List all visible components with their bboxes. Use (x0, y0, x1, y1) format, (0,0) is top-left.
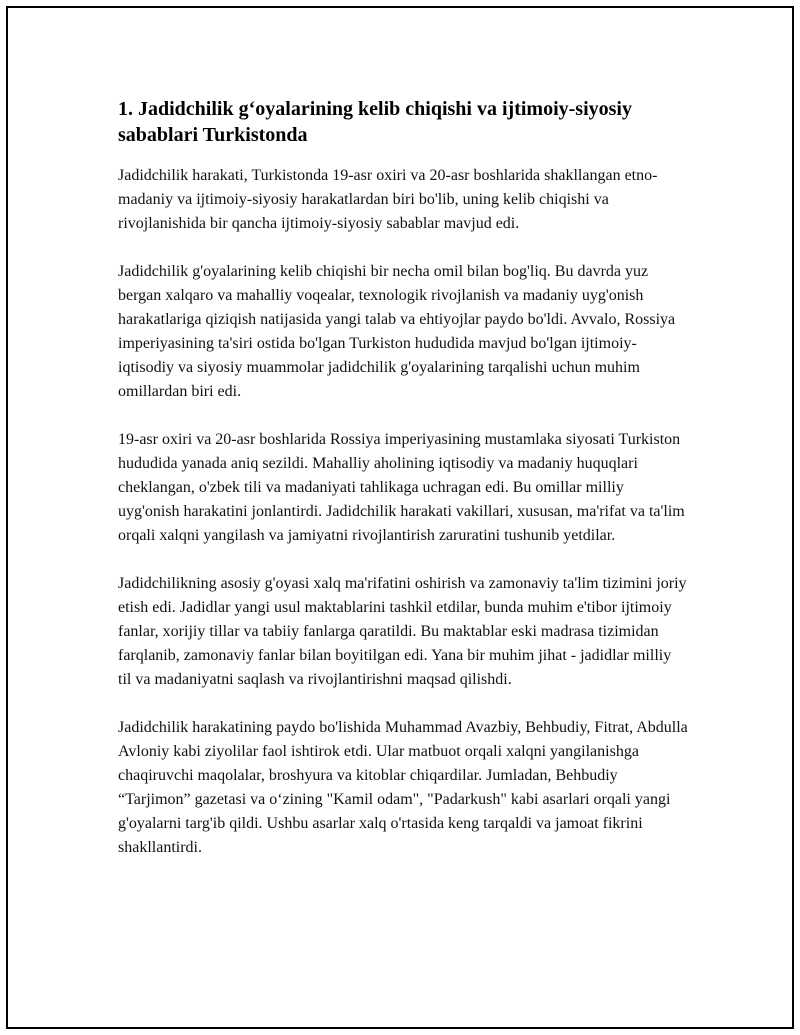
paragraph-5: Jadidchilik harakatining paydo bo'lishida Muhammad Avazbiy, Behbudiy, Fitrat, Abdulla Avloniy kabi ziyolilar faol ishtirok etdi. Ular matbuot orqali xalqni yangilanishga chaqiruvchi maqolalar, broshyura va kitoblar chiqardilar. Jumladan, Behbudiy “Tarjimon” gazetasi va o‘zining "Kamil odam", "Padarkush" kabi asarlari orqali yangi g'oyalarni targ'ib qildi. Ushbu asarlar xalq o'rtasida keng tarqaldi va jamoat fikrini shakllantirdi. (118, 719, 688, 856)
paragraph-2: Jadidchilik g'oyalarining kelib chiqishi bir necha omil bilan bog'liq. Bu davrda yuz bergan xalqaro va mahalliy voqealar, texnologik rivojlanish va madaniy uyg'onish harakatlariga qiziqish natijasida yangi talab va ehtiyojlar paydo bo'ldi. Avvalo, Rossiya imperiyasining ta'siri ostida bo'lgan Turkiston hududida mavjud bo'lgan ijtimoiy-iqtisodiy va siyosiy muammolar jadidchilik g'oyalarining tarqalishi uchun muhim omillardan biri edi. (118, 263, 676, 400)
paragraph-3: 19-asr oxiri va 20-asr boshlarida Rossiya imperiyasining mustamlaka siyosati Turkiston hududida yanada aniq sezildi. Mahalliy aholining iqtisodiy va madaniy huquqlari cheklangan, o'zbek tili va madaniyati tahlikaga uchragan edi. Bu omillar milliy uyg'onish harakatini jonlantirdi. Jadidchilik harakati vakillari, xususan, ma'rifat va ta'lim orqali xalqni yangilash va jamiyatni rivojlantirish zaruratini tushunib yetdilar. (118, 431, 685, 544)
section-heading: 1. Jadidchilik g‘oyalarining kelib chiqishi va ijtimoiy-siyosiy sabablari Turkistonda (118, 98, 632, 146)
page-frame (6, 6, 794, 1029)
paragraph-4: Jadidchilikning asosiy g'oyasi xalq ma'rifatini oshirish va zamonaviy ta'lim tizimini joriy etish edi. Jadidlar yangi usul maktablarini tashkil etdilar, bunda muhim e'tibor ijtimoiy fanlar, xorijiy tillar va tabiiy fanlarga qaratildi. Bu maktablar eski madrasa tizimidan farqlanib, zamonaviy fanlar bilan boyitilgan edi. Yana bir muhim jihat - jadidlar milliy til va madaniyatni saqlash va rivojlantirishni maqsad qilishdi. (118, 575, 687, 688)
document-body (118, 96, 688, 884)
paragraph-1: Jadidchilik harakati, Turkistonda 19-asr oxiri va 20-asr boshlarida shakllangan etno-madaniy va ijtimoiy-siyosiy harakatlardan biri bo'lib, uning kelib chiqishi va rivojlanishida bir qancha ijtimoiy-siyosiy sabablar mavjud edi. (118, 167, 658, 232)
